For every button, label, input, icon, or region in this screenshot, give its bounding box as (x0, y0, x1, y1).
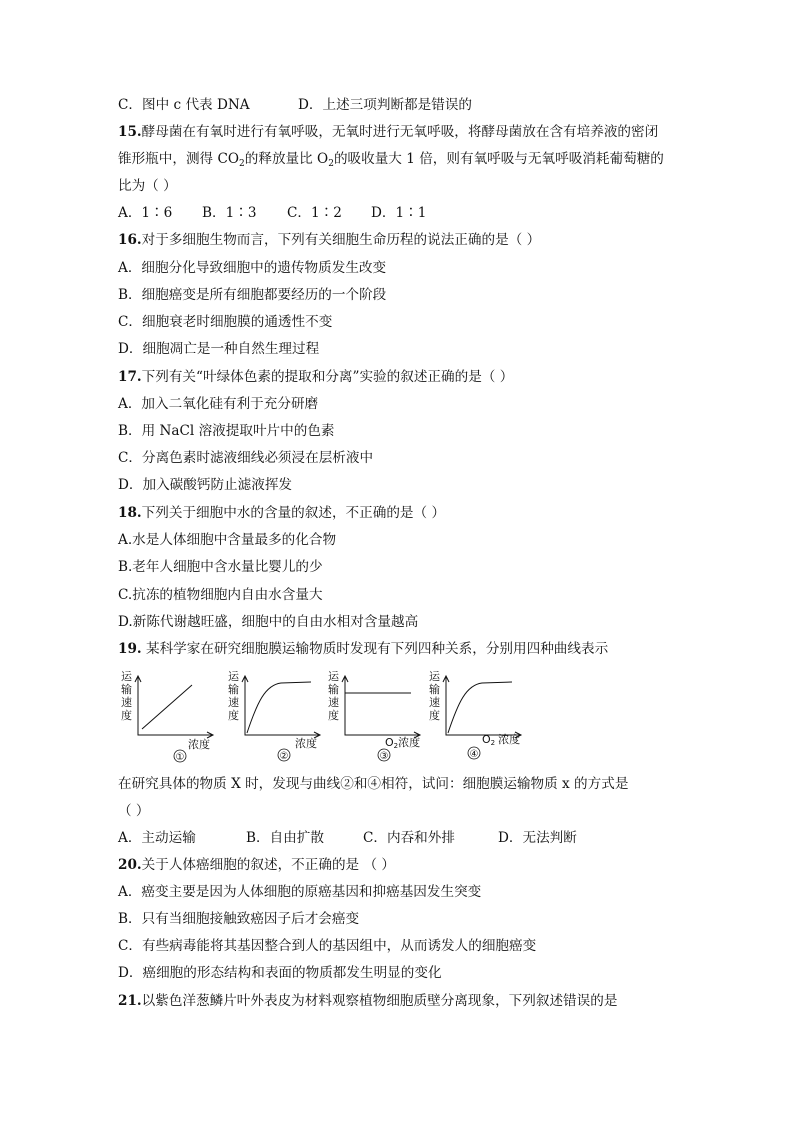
q20-option-d: D．癌细胞的形态结构和表面的物质都发生明显的变化 (118, 965, 442, 981)
graph-1-xlabel: 浓度 (188, 738, 210, 751)
q19-number: 19. (118, 641, 142, 657)
q15-text-c: 的吸收量大 1 倍，则有氧呼吸与无氧呼吸消耗葡萄糖的 (333, 151, 664, 167)
q19-option-b: B．自由扩散 (246, 830, 324, 846)
graph-3-ylabel-c3: 速 (328, 696, 339, 709)
q17-option-c: C．分离色素时滤液细线必须浸在层析液中 (118, 450, 374, 466)
q21-stem-text: 以紫色洋葱鳞片叶外表皮为材料观察植物细胞质壁分离现象，下列叙述错误的是 (141, 993, 618, 1009)
q15-option-c: C．1∶2 (287, 205, 342, 221)
graph-3-xlabel: 浓度 (398, 736, 421, 749)
q20-option-a: A．癌变主要是因为人体细胞的原癌基因和抑癌基因发生突变 (118, 884, 482, 900)
q16-option-a: A．细胞分化导致细胞中的遗传物质发生改变 (118, 260, 387, 276)
q15-option-b: B．1∶3 (202, 205, 257, 221)
graph-2-xlabel: 浓度 (295, 737, 317, 750)
q17-option-d: D．加入碳酸钙防止滤液挥发 (118, 477, 293, 493)
q17-stem (118, 367, 513, 387)
graph-1-curve (142, 685, 192, 729)
q15-stem-1: 酵母菌在有氧时进行有氧呼吸，无氧时进行无氧呼吸，将酵母菌放在含有培养液的密闭 (141, 124, 659, 140)
q18-stem (118, 503, 445, 523)
graph-4-xlabel-full (482, 732, 520, 747)
graph-2-ylabel (228, 670, 243, 722)
graph-3-marker: ③ (379, 751, 389, 762)
graph-4-axes (446, 677, 520, 735)
q14-option-c: C．图中 c 代表 DNA (118, 97, 250, 113)
q20-number: 20. (118, 857, 142, 873)
q19-option-c: C．内吞和外排 (363, 830, 455, 846)
q20-option-c: C．有些病毒能将其基因整合到人的基因组中，从而诱发人的细胞癌变 (118, 938, 537, 954)
q15-text-b: 的释放量比 O (244, 151, 329, 167)
graph-2-marker: ② (279, 751, 289, 762)
q16-option-b: B．细胞癌变是所有细胞都要经历的一个阶段 (118, 287, 387, 303)
q15-number: 15. (118, 124, 142, 140)
q16-number: 16. (118, 232, 142, 248)
q18-number: 18. (118, 505, 142, 521)
graph-1-ylabel-c4: 度 (121, 709, 132, 722)
graph-4 (429, 670, 521, 760)
graph-4-curve (448, 682, 512, 733)
q16-option-d: D．细胞凋亡是一种自然生理过程 (118, 341, 320, 357)
q15-text-a: 锥形瓶中，测得 CO (118, 151, 240, 167)
graph-2-ylabel-c4: 度 (228, 709, 239, 722)
q17-number: 17. (118, 369, 142, 385)
q18-option-a: A.水是人体细胞中含量最多的化合物 (118, 532, 337, 548)
q19-line3: （ ） (118, 803, 150, 819)
q16-stem-text: 对于多细胞生物而言，下列有关细胞生命历程的说法正确的是（ ） (141, 232, 541, 248)
graph-4-xsub-2: 2 (490, 739, 496, 747)
q18-stem-text: 下列关于细胞中水的含量的叙述，不正确的是（ ） (141, 505, 446, 521)
q21-stem (118, 991, 617, 1011)
graph-1-ylabel-c1: 运 (121, 670, 132, 683)
q15-option-a: A．1∶6 (118, 205, 173, 221)
graph-1-ylabel (121, 670, 136, 722)
q14-options-cd (118, 95, 473, 115)
q15-line3: 比为（ ） (118, 178, 177, 194)
graph-2-ylabel-c3: 速 (228, 696, 239, 709)
graph-3-ylabel-c4: 度 (328, 709, 339, 722)
q16-option-c: C．细胞衰老时细胞膜的通透性不变 (118, 314, 333, 330)
q15-line1 (118, 122, 658, 142)
q19-option-a: A．主动运输 (118, 830, 196, 846)
graph-2-curve (247, 682, 311, 733)
q21-number: 21. (118, 993, 142, 1009)
q17-stem-text: 下列有关“叶绿体色素的提取和分离”实验的叙述正确的是（ ） (141, 369, 514, 385)
q20-stem (118, 855, 395, 875)
graph-3-ylabel-c1: 运 (328, 670, 339, 683)
graph-4-ylabel (429, 670, 444, 722)
graph-3-xsub-2: 2 (393, 742, 399, 750)
q19-options (118, 828, 577, 848)
q15-sub-co2: 2 (239, 159, 245, 169)
q20-option-b: B．只有当细胞接触致癌因子后才会癌变 (118, 911, 360, 927)
q15-sub-o2: 2 (328, 159, 334, 169)
q17-option-a: A．加入二氧化硅有利于充分研磨 (118, 396, 319, 412)
q19-stem (118, 639, 608, 659)
graph-1-ylabel-c3: 速 (121, 696, 132, 709)
graph-4-xlabel: 浓度 (498, 733, 521, 746)
graph-3-xsub-o: O (385, 736, 394, 749)
graph-3-xlabel-full (385, 735, 420, 750)
q19-line2: 在研究具体的物质 X 时，发现与曲线②和④相符，试问：细胞膜运输物质 x 的方式是 (118, 776, 629, 792)
q18-option-c: C.抗冻的植物细胞内自由水含量大 (118, 587, 323, 603)
graph-2-ylabel-c2: 输 (228, 683, 239, 696)
q19-stem-text: 某科学家在研究细胞膜运输物质时发现有下列四种关系，分别用四种曲线表示 (141, 641, 609, 657)
q20-stem-text: 关于人体癌细胞的叙述，不正确的是 （ ） (141, 857, 395, 873)
graph-4-ylabel-c2: 输 (429, 683, 440, 696)
graph-1-axes (138, 677, 212, 735)
q18-option-b: B.老年人细胞中含水量比婴儿的少 (118, 559, 323, 575)
q19-option-d: D．无法判断 (498, 830, 577, 846)
graph-3-ylabel (328, 670, 343, 722)
q16-stem (118, 230, 540, 250)
graph-1-ylabel-c2: 输 (121, 683, 132, 696)
graph-1-marker: ① (175, 752, 185, 763)
q19-graphs (118, 667, 538, 767)
graph-2-ylabel-c1: 运 (228, 670, 239, 683)
graph-4-marker: ④ (469, 749, 479, 760)
graph-1 (121, 670, 213, 763)
graph-3-axes (345, 677, 419, 735)
q18-option-d: D.新陈代谢越旺盛，细胞中的自由水相对含量越高 (118, 614, 419, 630)
graph-4-ylabel-c4: 度 (429, 709, 440, 722)
graph-3-ylabel-c2: 输 (328, 683, 339, 696)
q14-option-d: D．上述三项判断都是错误的 (298, 97, 473, 113)
graph-4-ylabel-c3: 速 (429, 696, 440, 709)
graph-3 (328, 670, 420, 762)
q17-option-b: B．用 NaCl 溶液提取叶片中的色素 (118, 423, 335, 439)
q15-option-d: D．1∶1 (371, 205, 427, 221)
graph-4-xsub-o: O (482, 733, 491, 746)
graph-2-axes (245, 677, 319, 735)
graph-2 (228, 670, 320, 762)
q15-line2 (118, 149, 664, 174)
graph-4-ylabel-c1: 运 (429, 670, 440, 683)
q15-options (118, 203, 427, 223)
